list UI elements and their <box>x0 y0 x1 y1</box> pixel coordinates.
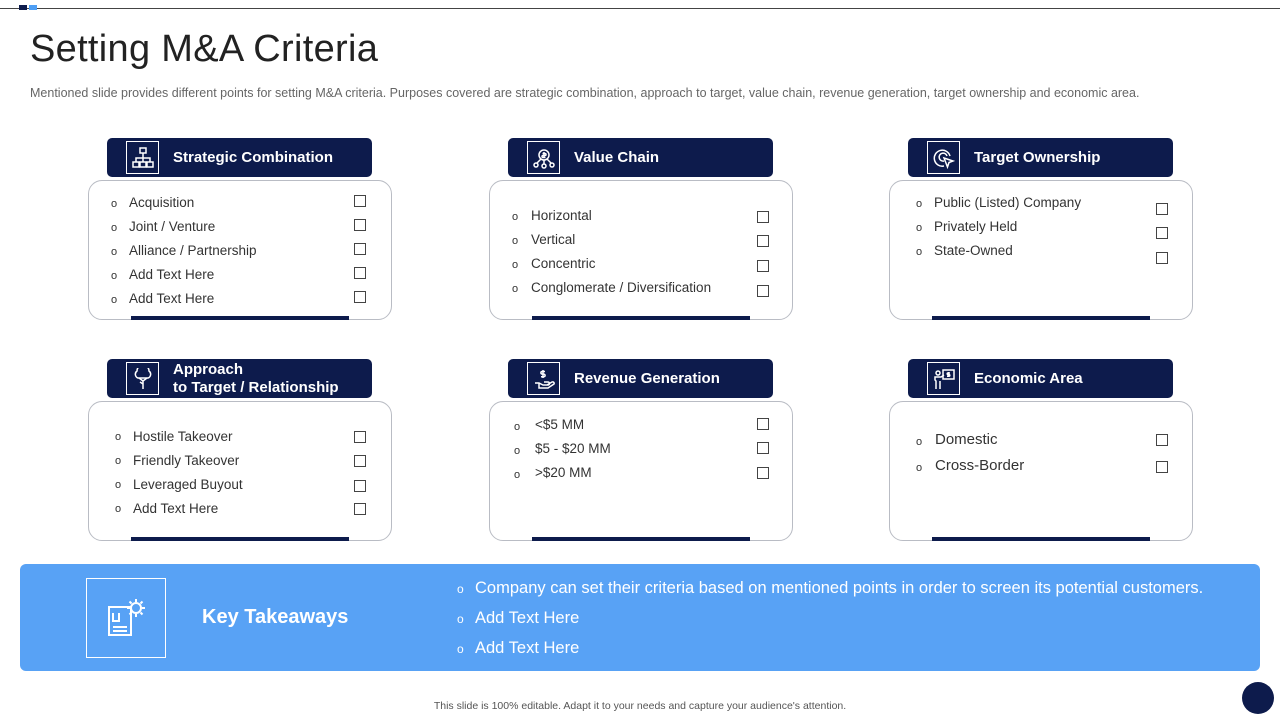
checkbox[interactable] <box>757 260 769 272</box>
bullet: o <box>514 445 521 457</box>
card-economic-area <box>889 359 1193 541</box>
bullet: o <box>514 421 521 433</box>
card-title-line1: Approach <box>173 360 244 378</box>
card-title: Value Chain <box>574 148 660 166</box>
bullet: o <box>512 211 519 223</box>
checkbox[interactable] <box>354 267 366 279</box>
checkbox[interactable] <box>354 195 366 207</box>
takeaway-item <box>457 609 579 628</box>
card-title: Target Ownership <box>974 148 1101 166</box>
card-title: Strategic Combination <box>173 148 334 166</box>
list-item: Conglomerate / Diversification <box>531 280 712 295</box>
card-body <box>88 401 392 541</box>
card-strategic-combination <box>88 138 392 320</box>
checkbox[interactable] <box>354 219 366 231</box>
checkbox[interactable] <box>757 418 769 430</box>
checkbox[interactable] <box>1156 461 1168 473</box>
card-underline <box>131 316 349 320</box>
list-item: Add Text Here <box>133 501 219 516</box>
list-item: Add Text Here <box>129 291 215 306</box>
checkbox[interactable] <box>354 243 366 255</box>
bullet: o <box>111 222 118 234</box>
card-approach-to-target <box>88 359 392 541</box>
list-item: Alliance / Partnership <box>129 243 257 258</box>
bullet: o <box>916 198 923 210</box>
hand-dollar-icon <box>527 362 560 395</box>
bullet: o <box>457 582 464 596</box>
bullet: o <box>115 455 122 467</box>
list-item: Acquisition <box>129 195 195 210</box>
card-value-chain <box>489 138 793 320</box>
list-item: >$20 MM <box>535 465 592 480</box>
corner-mark-light <box>29 5 37 10</box>
card-body <box>889 401 1193 541</box>
target-pointer-icon <box>927 141 960 174</box>
money-network-icon <box>527 141 560 174</box>
document-gear-icon <box>86 578 166 658</box>
list-item: $5 - $20 MM <box>535 441 611 456</box>
card-title <box>173 361 339 397</box>
checkbox[interactable] <box>354 480 366 492</box>
card-body <box>489 180 793 320</box>
top-rule <box>0 8 1280 9</box>
bullet: o <box>111 198 118 210</box>
checkbox[interactable] <box>354 291 366 303</box>
tree-icon <box>126 362 159 395</box>
card-underline <box>532 537 750 541</box>
bullet: o <box>512 283 519 295</box>
list-item: Cross-Border <box>935 457 1025 474</box>
checkbox[interactable] <box>1156 434 1168 446</box>
list-item: <$5 MM <box>535 417 585 432</box>
list-item: Hostile Takeover <box>133 429 233 444</box>
bullet: o <box>457 642 464 656</box>
list-item: Horizontal <box>531 208 592 223</box>
bullet: o <box>916 436 923 448</box>
card-revenue-generation <box>489 359 793 541</box>
card-header <box>107 359 372 398</box>
card-underline <box>932 316 1150 320</box>
card-title: Revenue Generation <box>574 369 720 387</box>
page-title: Setting M&A Criteria <box>30 28 379 70</box>
key-takeaways-panel <box>20 564 1260 671</box>
checkbox[interactable] <box>757 235 769 247</box>
bullet: o <box>115 479 122 491</box>
bullet: o <box>111 294 118 306</box>
card-header <box>508 138 773 177</box>
card-header <box>908 359 1173 398</box>
card-title: Economic Area <box>974 369 1083 387</box>
corner-mark-dark <box>19 5 27 10</box>
checkbox[interactable] <box>757 285 769 297</box>
bullet: o <box>512 259 519 271</box>
checkbox[interactable] <box>757 211 769 223</box>
takeaway-item <box>457 639 579 658</box>
list-item: State-Owned <box>934 243 1013 258</box>
bullet: o <box>514 469 521 481</box>
takeaway-text: Add Text Here <box>475 639 580 657</box>
card-body <box>88 180 392 320</box>
bullet: o <box>111 270 118 282</box>
corner-badge <box>1242 682 1274 714</box>
list-item: Joint / Venture <box>129 219 216 234</box>
checkbox[interactable] <box>354 503 366 515</box>
takeaway-item <box>457 579 1203 598</box>
checkbox[interactable] <box>354 455 366 467</box>
list-item: Add Text Here <box>129 267 215 282</box>
list-item: Friendly Takeover <box>133 453 240 468</box>
list-item: Public (Listed) Company <box>934 195 1082 210</box>
card-body <box>489 401 793 541</box>
bullet: o <box>916 462 923 474</box>
hierarchy-icon <box>126 141 159 174</box>
bullet: o <box>916 222 923 234</box>
card-body <box>889 180 1193 320</box>
key-takeaways-title: Key Takeaways <box>202 606 349 628</box>
presenter-board-icon <box>927 362 960 395</box>
list-item: Vertical <box>531 232 576 247</box>
card-header <box>107 138 372 177</box>
checkbox[interactable] <box>1156 203 1168 215</box>
list-item: Domestic <box>935 431 998 448</box>
takeaway-text: Company can set their criteria based on mentioned points in order to screen its potential customers. <box>475 579 1204 597</box>
card-title-line2: to Target / Relationship <box>173 378 339 396</box>
card-header <box>908 138 1173 177</box>
checkbox[interactable] <box>757 467 769 479</box>
card-underline <box>932 537 1150 541</box>
checkbox[interactable] <box>1156 227 1168 239</box>
list-item: Privately Held <box>934 219 1018 234</box>
list-item: Leveraged Buyout <box>133 477 243 492</box>
bullet: o <box>111 246 118 258</box>
card-underline <box>131 537 349 541</box>
checkbox[interactable] <box>354 431 366 443</box>
takeaway-text: Add Text Here <box>475 609 580 627</box>
bullet: o <box>512 235 519 247</box>
card-underline <box>532 316 750 320</box>
list-item: Concentric <box>531 256 596 271</box>
footer-note: This slide is 100% editable. Adapt it to your needs and capture your audience's attention. <box>433 700 847 712</box>
bullet: o <box>457 612 464 626</box>
card-target-ownership <box>889 138 1193 320</box>
bullet: o <box>916 246 923 258</box>
checkbox[interactable] <box>757 442 769 454</box>
page-subtitle: Mentioned slide provides different points for setting M&A criteria. Purposes covered are strategic combination, approach to target, value chain, revenue generation, target ownership and economic area. <box>30 86 1140 100</box>
bullet: o <box>115 431 122 443</box>
checkbox[interactable] <box>1156 252 1168 264</box>
bullet: o <box>115 503 122 515</box>
card-header <box>508 359 773 398</box>
